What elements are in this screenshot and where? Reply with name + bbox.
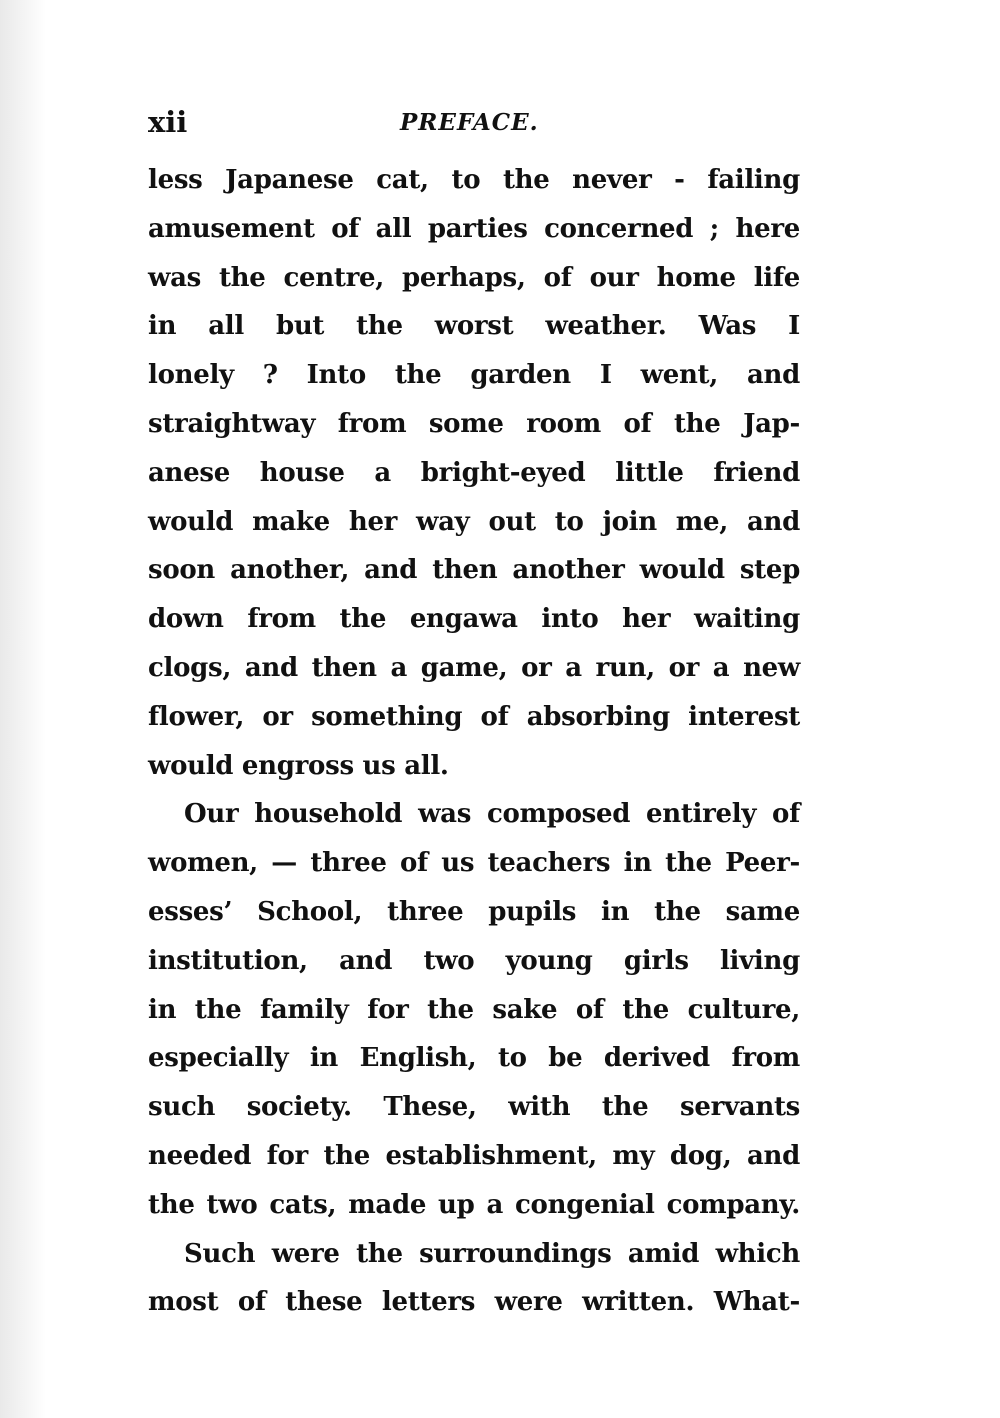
text-line: especially in English, to be derived from [148, 1043, 800, 1074]
text-line: less Japanese cat, to the never - failing [148, 165, 800, 195]
running-title: PREFACE. [400, 109, 539, 136]
page-number: xii [148, 105, 188, 139]
text-line: in the family for the sake of the culture, [148, 994, 800, 1025]
text-line: down from the engawa into her waiting [148, 604, 800, 635]
text-line: in all but the worst weather. Was I [148, 311, 800, 342]
body-text [148, 156, 800, 1327]
running-head [148, 102, 800, 146]
page-gutter-shadow [0, 0, 46, 1418]
text-line: such society. These, with the servants [148, 1092, 800, 1123]
text-line: would make her way out to join me, and [148, 506, 800, 537]
text-line: amusement of all parties concerned ; here [148, 213, 800, 244]
text-line: was the centre, perhaps, of our home life [148, 262, 800, 293]
text-line: institution, and two young girls living [148, 945, 800, 976]
text-line: would engross us all. [148, 750, 449, 781]
text-line: most of these letters were written. What- [148, 1287, 800, 1318]
text-line: soon another, and then another would step [148, 555, 800, 586]
text-line: clogs, and then a game, or a run, or a new [148, 652, 800, 683]
text-line: Our household was composed entirely of [184, 799, 800, 830]
text-line: straightway from some room of the Jap- [148, 408, 800, 439]
text-line: esses’ School, three pupils in the same [148, 896, 800, 927]
text-line: flower, or something of absorbing interest [148, 701, 800, 732]
text-line: needed for the establishment, my dog, and [148, 1140, 800, 1171]
text-line: women, — three of us teachers in the Peer- [148, 848, 800, 879]
text-line: anese house a bright-eyed little friend [148, 457, 800, 488]
text-line: the two cats, made up a congenial company. [148, 1189, 800, 1220]
text-line: Such were the surroundings amid which [184, 1238, 800, 1269]
text-line: lonely ? Into the garden I went, and [148, 360, 800, 391]
